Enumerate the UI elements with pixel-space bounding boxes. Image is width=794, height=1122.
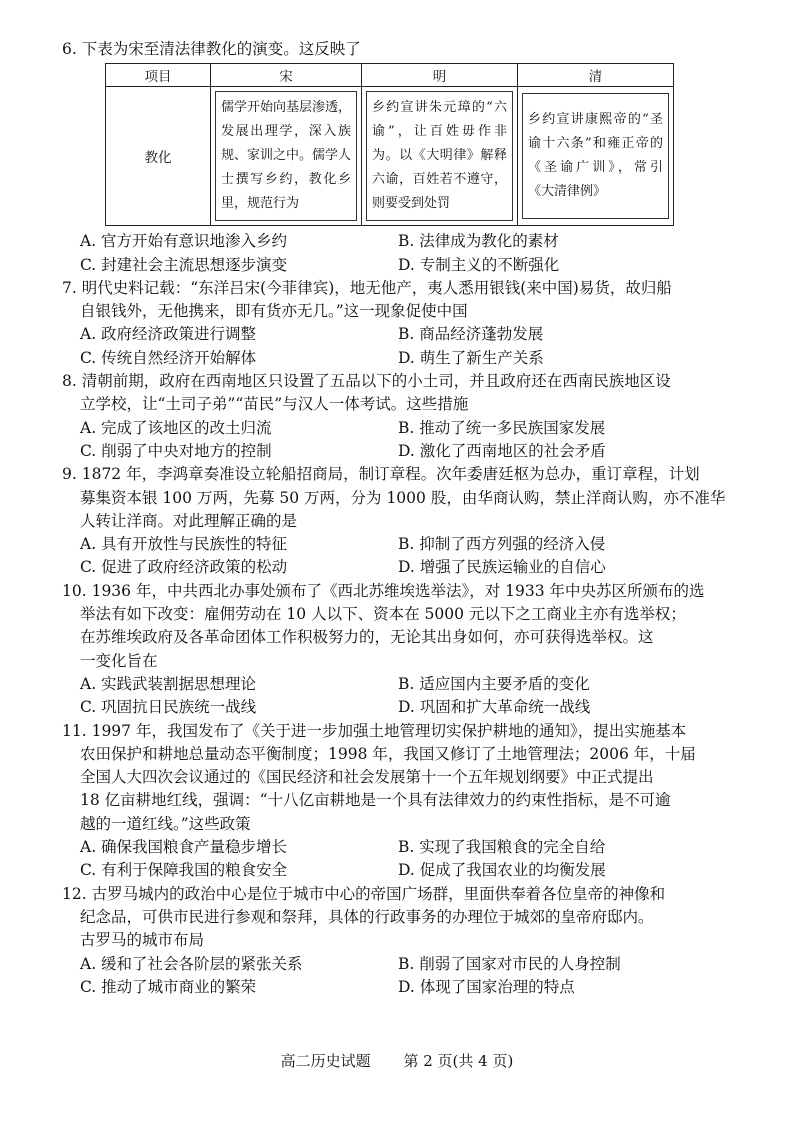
table-header: 明 [362,64,518,87]
question-stem-line: 18 亿亩耕地红线，强调：“十八亿亩耕地是一个具有法律效力的约束性指标，是不可逾 [80,791,671,810]
option-a[interactable]: A. 实践武装割据思想理论 [80,674,257,693]
option-row [62,254,734,277]
option-row [62,976,734,999]
option-a[interactable]: A. 政府经济政策进行调整 [80,325,257,344]
table-cell-ming [362,87,518,226]
question-stem: 6. 下表为宋至清法律教化的演变。这反映了 [62,40,361,58]
option-b[interactable]: B. 适应国内主要矛盾的变化 [398,674,590,693]
question-stem-line: 自银钱外，无他携来，即有货亦无几。”这一现象促使中国 [80,302,468,321]
option-b[interactable]: B. 法律成为教化的素材 [398,232,559,251]
option-b[interactable]: B. 抑制了西方列强的经济入侵 [398,535,606,554]
law-education-table [105,63,674,226]
option-b[interactable]: B. 实现了我国粮食的完全自给 [398,838,606,857]
option-a[interactable]: A. 具有开放性与民族性的特征 [80,535,288,554]
table-row-label: 教化 [106,87,211,226]
option-d[interactable]: D. 萌生了新生产关系 [398,348,544,367]
question-11 [62,720,734,883]
option-a[interactable]: A. 完成了该地区的改土归流 [80,418,272,437]
footer-page-number: 第 2 页(共 4 页) [403,1052,514,1070]
option-c[interactable]: C. 巩固抗日民族统一战线 [80,698,257,717]
question-stem-line: 人转让洋商。对此理解正确的是 [80,511,298,530]
question-stem-line: 举法有如下改变：雇佣劳动在 10 人以下、资本在 5000 元以下之工商业主亦有选举权； [80,605,686,624]
question-7 [62,277,734,370]
option-d[interactable]: D. 专制主义的不断强化 [398,255,560,274]
table-cell-text: 乡约宣讲康熙帝的“圣谕十六条”和雍正帝的《圣谕广训》，常引《大清律例》 [522,93,669,219]
exam-page [62,38,734,999]
option-row [62,673,734,696]
option-row [62,417,734,440]
option-b[interactable]: B. 推动了统一多民族国家发展 [398,418,606,437]
table-header: 宋 [211,64,362,87]
question-stem-line: 纪念品，可供市民进行参观和祭拜，具体的行政事务的办理位于城郊的皇帝府邸内。 [80,907,654,926]
table-header: 清 [518,64,674,87]
question-stem-line: 全国人大四次会议通过的《国民经济和社会发展第十一个五年规划纲要》中正式提出 [80,768,654,787]
option-row [62,347,734,370]
question-stem-line: 古罗马的城市布局 [80,931,205,950]
option-row [62,230,734,253]
table-cell-text: 儒学开始向基层渗透，发展出理学，深入族规、家训之中。儒学人士撰写乡约，教化乡里，规范行为 [215,91,357,221]
question-stem-line: 10. 1936 年，中共西北办事处颁布了《西北苏维埃选举法》，对 1933 年中央苏区所颁布的选 [62,581,705,600]
question-6 [62,38,734,277]
option-row [62,859,734,882]
option-a[interactable]: A. 缓和了社会各阶层的紧张关系 [80,954,303,973]
question-stem-line: 12. 古罗马城内的政治中心是位于城市中心的帝国广场群，里面供奉着各位皇帝的神像和 [62,884,666,903]
option-row [62,440,734,463]
option-row [62,953,734,976]
table-cell-qing [518,87,674,226]
option-b[interactable]: B. 商品经济蓬勃发展 [398,325,544,344]
option-c[interactable]: C. 有利于保障我国的粮食安全 [80,861,288,880]
question-9 [62,463,734,579]
question-stem-line: 越的一道红线。”这些政策 [80,814,251,833]
option-c[interactable]: C. 促进了政府经济政策的松动 [80,558,288,577]
option-row [62,323,734,346]
option-c[interactable]: C. 削弱了中央对地方的控制 [80,441,272,460]
table-header: 项目 [106,64,211,87]
option-row [62,556,734,579]
option-row [62,696,734,719]
option-d[interactable]: D. 巩固和扩大革命统一战线 [398,698,591,717]
option-d[interactable]: D. 促成了我国农业的均衡发展 [398,861,606,880]
option-c[interactable]: C. 传统自然经济开始解体 [80,348,257,367]
question-stem-line: 11. 1997 年，我国发布了《关于进一步加强土地管理切实保护耕地的通知》，提出实施基本 [62,721,687,740]
question-12 [62,883,734,999]
question-stem-line: 8. 清朝前期，政府在西南地区只设置了五品以下的小土司，并且政府还在西南民族地区设 [62,372,671,391]
question-stem-line: 在苏维埃政府及各革命团体工作积极努力的，无论其出身如何，亦可获得选举权。这 [80,628,654,647]
table-header-row [106,64,674,87]
question-stem-line: 立学校，让“土司子弟”“苗民”与汉人一体考试。这些措施 [80,395,469,414]
table-row [106,87,674,226]
option-a[interactable]: A. 官方开始有意识地渗入乡约 [80,232,288,251]
footer-subject: 高二历史试题 [280,1052,371,1070]
option-d[interactable]: D. 激化了西南地区的社会矛盾 [398,441,606,460]
question-stem-line: 募集资本银 100 万两，先募 50 万两，分为 1000 股，由华商认购，禁止洋商认购，亦不准华 [80,488,726,507]
question-stem-line: 9. 1872 年，李鸿章奏准设立轮船招商局，制订章程。次年委唐廷枢为总办，重订章程，计划 [62,465,700,484]
option-d[interactable]: D. 增强了民族运输业的自信心 [398,558,606,577]
option-a[interactable]: A. 确保我国粮食产量稳步增长 [80,838,288,857]
option-c[interactable]: C. 封建社会主流思想逐步演变 [80,255,288,274]
option-row [62,533,734,556]
table-cell-text: 乡约宣讲朱元璋的“六谕”，让百姓毋作非为。以《大明律》解释六谕，百姓若不遵守，则要受到处罚 [366,91,513,221]
table-cell-song [211,87,362,226]
question-stem-line: 7. 明代史料记载：“东洋吕宋(今菲律宾)，地无他产，夷人悉用银钱(来中国)易货，故归船 [62,278,672,297]
option-c[interactable]: C. 推动了城市商业的繁荣 [80,977,257,996]
question-10 [62,580,734,720]
page-footer [0,1050,794,1071]
option-row [62,836,734,859]
option-b[interactable]: B. 削弱了国家对市民的人身控制 [398,954,621,973]
question-stem-line: 一变化旨在 [80,651,158,670]
question-8 [62,370,734,463]
option-d[interactable]: D. 体现了国家治理的特点 [398,977,575,996]
question-stem-line: 农田保护和耕地总量动态平衡制度；1998 年，我国又修订了土地管理法；2006 年，十届 [80,744,696,763]
